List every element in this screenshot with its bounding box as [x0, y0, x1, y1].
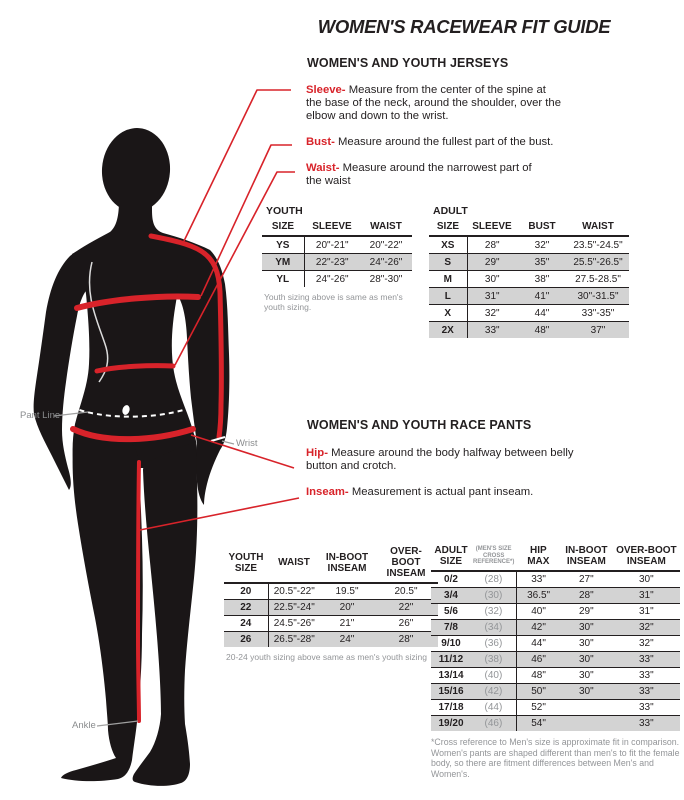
value-cell: 21": [320, 616, 374, 632]
value-cell: 38": [517, 271, 567, 288]
value-cell: [560, 700, 612, 716]
table-row: [262, 271, 412, 288]
column-header: ADULT SIZE: [431, 544, 471, 571]
size-cell: 13/14: [431, 668, 471, 684]
column-header: HIP MAX: [516, 544, 560, 571]
value-cell: 26.5"-28": [268, 632, 320, 648]
bust-measure-note: [306, 136, 616, 149]
size-cell: XS: [429, 236, 467, 254]
value-cell: 26": [374, 616, 438, 632]
value-cell: 30"-31.5": [567, 288, 629, 305]
size-cell: 15/16: [431, 684, 471, 700]
inseam-measure-note: [306, 486, 616, 499]
size-cell: 11/12: [431, 652, 471, 668]
youth-pants-note: 20-24 youth sizing above same as men's youth sizing: [226, 652, 428, 662]
size-cell: S: [429, 254, 467, 271]
table-row: [431, 636, 680, 652]
column-header: SIZE: [429, 220, 467, 236]
value-cell: 37": [567, 322, 629, 339]
value-cell: 30": [612, 571, 680, 588]
value-cell: 22"-23": [304, 254, 360, 271]
value-cell: 20.5": [374, 583, 438, 600]
table-row: [429, 271, 629, 288]
value-cell: 29": [467, 254, 517, 271]
pant-line-label: Pant Line: [20, 410, 61, 421]
value-cell: 32": [517, 236, 567, 254]
value-cell: 22": [374, 600, 438, 616]
value-cell: (34): [471, 620, 516, 636]
size-cell: 0/2: [431, 571, 471, 588]
table-row: [431, 571, 680, 588]
header-row: [262, 220, 412, 236]
table-row: [431, 604, 680, 620]
table-row: [262, 254, 412, 271]
table-row: [431, 652, 680, 668]
adult-pants-table: [431, 544, 680, 731]
value-cell: 52": [516, 700, 560, 716]
value-cell: 24.5"-26": [268, 616, 320, 632]
table-row: [431, 684, 680, 700]
value-cell: 36.5": [516, 588, 560, 604]
inseam-measure-line: [138, 462, 139, 721]
youth-jersey-section: [262, 205, 412, 312]
hip-desc: Measure around the body halfway between belly button and crotch.: [306, 447, 574, 472]
youth-jersey-table: [262, 220, 412, 287]
value-cell: 31": [467, 288, 517, 305]
inseam-desc: Measurement is actual pant inseam.: [351, 486, 534, 498]
value-cell: 33"-35": [567, 305, 629, 322]
table-row: [262, 236, 412, 254]
sleeve-term: Sleeve-: [306, 84, 346, 96]
value-cell: 33": [612, 668, 680, 684]
value-cell: 41": [517, 288, 567, 305]
header-row: [429, 220, 629, 236]
jerseys-heading: WOMEN'S AND YOUTH JERSEYS: [307, 56, 509, 70]
hip-term: Hip-: [306, 447, 328, 459]
value-cell: (40): [471, 668, 516, 684]
value-cell: 30": [560, 636, 612, 652]
size-cell: 2X: [429, 322, 467, 339]
header-row: [224, 545, 438, 583]
value-cell: 42": [516, 620, 560, 636]
size-cell: 5/6: [431, 604, 471, 620]
value-cell: 33": [612, 716, 680, 732]
table-row: [429, 254, 629, 271]
adult-jersey-section: [429, 205, 629, 338]
youth-pants-section: [224, 545, 438, 662]
size-cell: M: [429, 271, 467, 288]
sleeve-measure-note: [306, 84, 562, 123]
wrist-label: Wrist: [236, 438, 258, 449]
youth-jersey-note: Youth sizing above is same as men's youth sizing.: [264, 292, 403, 312]
adult-pants-section: [431, 544, 684, 779]
value-cell: 33": [516, 571, 560, 588]
value-cell: 54": [516, 716, 560, 732]
value-cell: 31": [612, 604, 680, 620]
ankle-label: Ankle: [72, 720, 96, 731]
value-cell: 28": [374, 632, 438, 648]
value-cell: (28): [471, 571, 516, 588]
value-cell: 27.5-28.5": [567, 271, 629, 288]
value-cell: 25.5"-26.5": [567, 254, 629, 271]
page-title: WOMEN'S RACEWEAR FIT GUIDE: [317, 16, 611, 37]
inseam-term: Inseam-: [306, 486, 349, 498]
value-cell: 23.5"-24.5": [567, 236, 629, 254]
value-cell: 40": [516, 604, 560, 620]
value-cell: 35": [517, 254, 567, 271]
value-cell: 20": [320, 600, 374, 616]
value-cell: 32": [612, 636, 680, 652]
size-cell: 3/4: [431, 588, 471, 604]
table-row: [431, 588, 680, 604]
waist-term: Waist-: [306, 162, 340, 174]
value-cell: 30": [560, 652, 612, 668]
size-cell: X: [429, 305, 467, 322]
size-cell: 24: [224, 616, 268, 632]
value-cell: (44): [471, 700, 516, 716]
value-cell: 30": [467, 271, 517, 288]
table-row: [224, 616, 438, 632]
value-cell: 24"-26": [360, 254, 412, 271]
value-cell: 48": [516, 668, 560, 684]
sleeve-desc: Measure from the center of the spine at the base of the neck, around the shoulder, over the elbow and down to the wrist.: [306, 84, 561, 122]
size-cell: 26: [224, 632, 268, 648]
bust-term: Bust-: [306, 136, 335, 148]
table-row: [224, 583, 438, 600]
value-cell: (30): [471, 588, 516, 604]
size-cell: 20: [224, 583, 268, 600]
value-cell: 20.5"-22": [268, 583, 320, 600]
column-header: IN-BOOT INSEAM: [320, 545, 374, 583]
value-cell: 30": [560, 684, 612, 700]
value-cell: 20"-22": [360, 236, 412, 254]
waist-desc: Measure around the narrowest part of the waist: [306, 162, 532, 187]
column-header: WAIST: [360, 220, 412, 236]
value-cell: 31": [612, 588, 680, 604]
youth-pants-table: [224, 545, 438, 647]
column-header: IN-BOOT INSEAM: [560, 544, 612, 571]
waist-measure-note: [306, 162, 548, 188]
hip-measure-note: [306, 447, 578, 473]
size-cell: 17/18: [431, 700, 471, 716]
value-cell: 44": [516, 636, 560, 652]
value-cell: (46): [471, 716, 516, 732]
body-silhouette: [34, 126, 230, 786]
value-cell: 46": [516, 652, 560, 668]
header-row: [431, 544, 680, 571]
value-cell: 32": [612, 620, 680, 636]
table-row: [431, 700, 680, 716]
column-header: SLEEVE: [467, 220, 517, 236]
size-cell: YL: [262, 271, 304, 288]
value-cell: 27": [560, 571, 612, 588]
column-header: SLEEVE: [304, 220, 360, 236]
value-cell: 24"-26": [315, 273, 349, 285]
size-cell: 19/20: [431, 716, 471, 732]
size-cell: 9/10: [431, 636, 471, 652]
value-cell: (32): [471, 604, 516, 620]
column-header: YOUTH SIZE: [224, 545, 268, 583]
value-cell: 19.5": [320, 583, 374, 600]
table-row: [429, 305, 629, 322]
value-cell: 20"-21": [304, 236, 360, 254]
size-cell: L: [429, 288, 467, 305]
adult-jersey-table: [429, 220, 629, 338]
value-cell: 33": [467, 322, 517, 339]
table-row: [429, 288, 629, 305]
value-cell: (42): [471, 684, 516, 700]
size-cell: YM: [262, 254, 304, 271]
column-header: WAIST: [268, 545, 320, 583]
table-row: [429, 236, 629, 254]
column-header: WAIST: [567, 220, 629, 236]
value-cell: 22.5"-24": [268, 600, 320, 616]
table-row: [431, 620, 680, 636]
bust-desc: Measure around the fullest part of the bust.: [338, 136, 554, 148]
crossref-footnote: *Cross reference to Men's size is approximate fit in comparison. Women's pants are shaped different than men's to fit the female body, so there are fitment differences between Men's and Women's.: [431, 737, 680, 779]
value-cell: 28": [560, 588, 612, 604]
value-cell: 33": [612, 684, 680, 700]
value-cell: [560, 716, 612, 732]
value-cell: 29": [560, 604, 612, 620]
column-header: OVER-BOOT INSEAM: [374, 545, 438, 583]
pants-heading: WOMEN'S AND YOUTH RACE PANTS: [307, 418, 532, 432]
column-header: SIZE: [262, 220, 304, 236]
value-cell: 33": [612, 652, 680, 668]
table-row: [431, 716, 680, 732]
value-cell: 44": [517, 305, 567, 322]
size-cell: 22: [224, 600, 268, 616]
column-header: (MEN'S SIZE CROSS REFERENCE*): [471, 544, 516, 571]
size-cell: YS: [262, 236, 304, 254]
value-cell: 50": [516, 684, 560, 700]
value-cell: 28": [467, 236, 517, 254]
value-cell: 32": [467, 305, 517, 322]
value-cell: 24": [320, 632, 374, 648]
column-header: BUST: [517, 220, 567, 236]
value-cell: 30": [560, 620, 612, 636]
table-row: [429, 322, 629, 339]
table-row: [431, 668, 680, 684]
value-cell: 28"-30": [369, 273, 403, 285]
value-cell: 33": [612, 700, 680, 716]
value-cell: (38): [471, 652, 516, 668]
column-header: OVER-BOOT INSEAM: [612, 544, 680, 571]
value-cell: 30": [560, 668, 612, 684]
table-row: [224, 632, 438, 648]
size-cell: 7/8: [431, 620, 471, 636]
value-cell: (36): [471, 636, 516, 652]
youth-jersey-table-label: YOUTH: [266, 205, 303, 217]
value-cell: 48": [517, 322, 567, 339]
adult-jersey-table-label: ADULT: [433, 205, 468, 217]
table-row: [224, 600, 438, 616]
